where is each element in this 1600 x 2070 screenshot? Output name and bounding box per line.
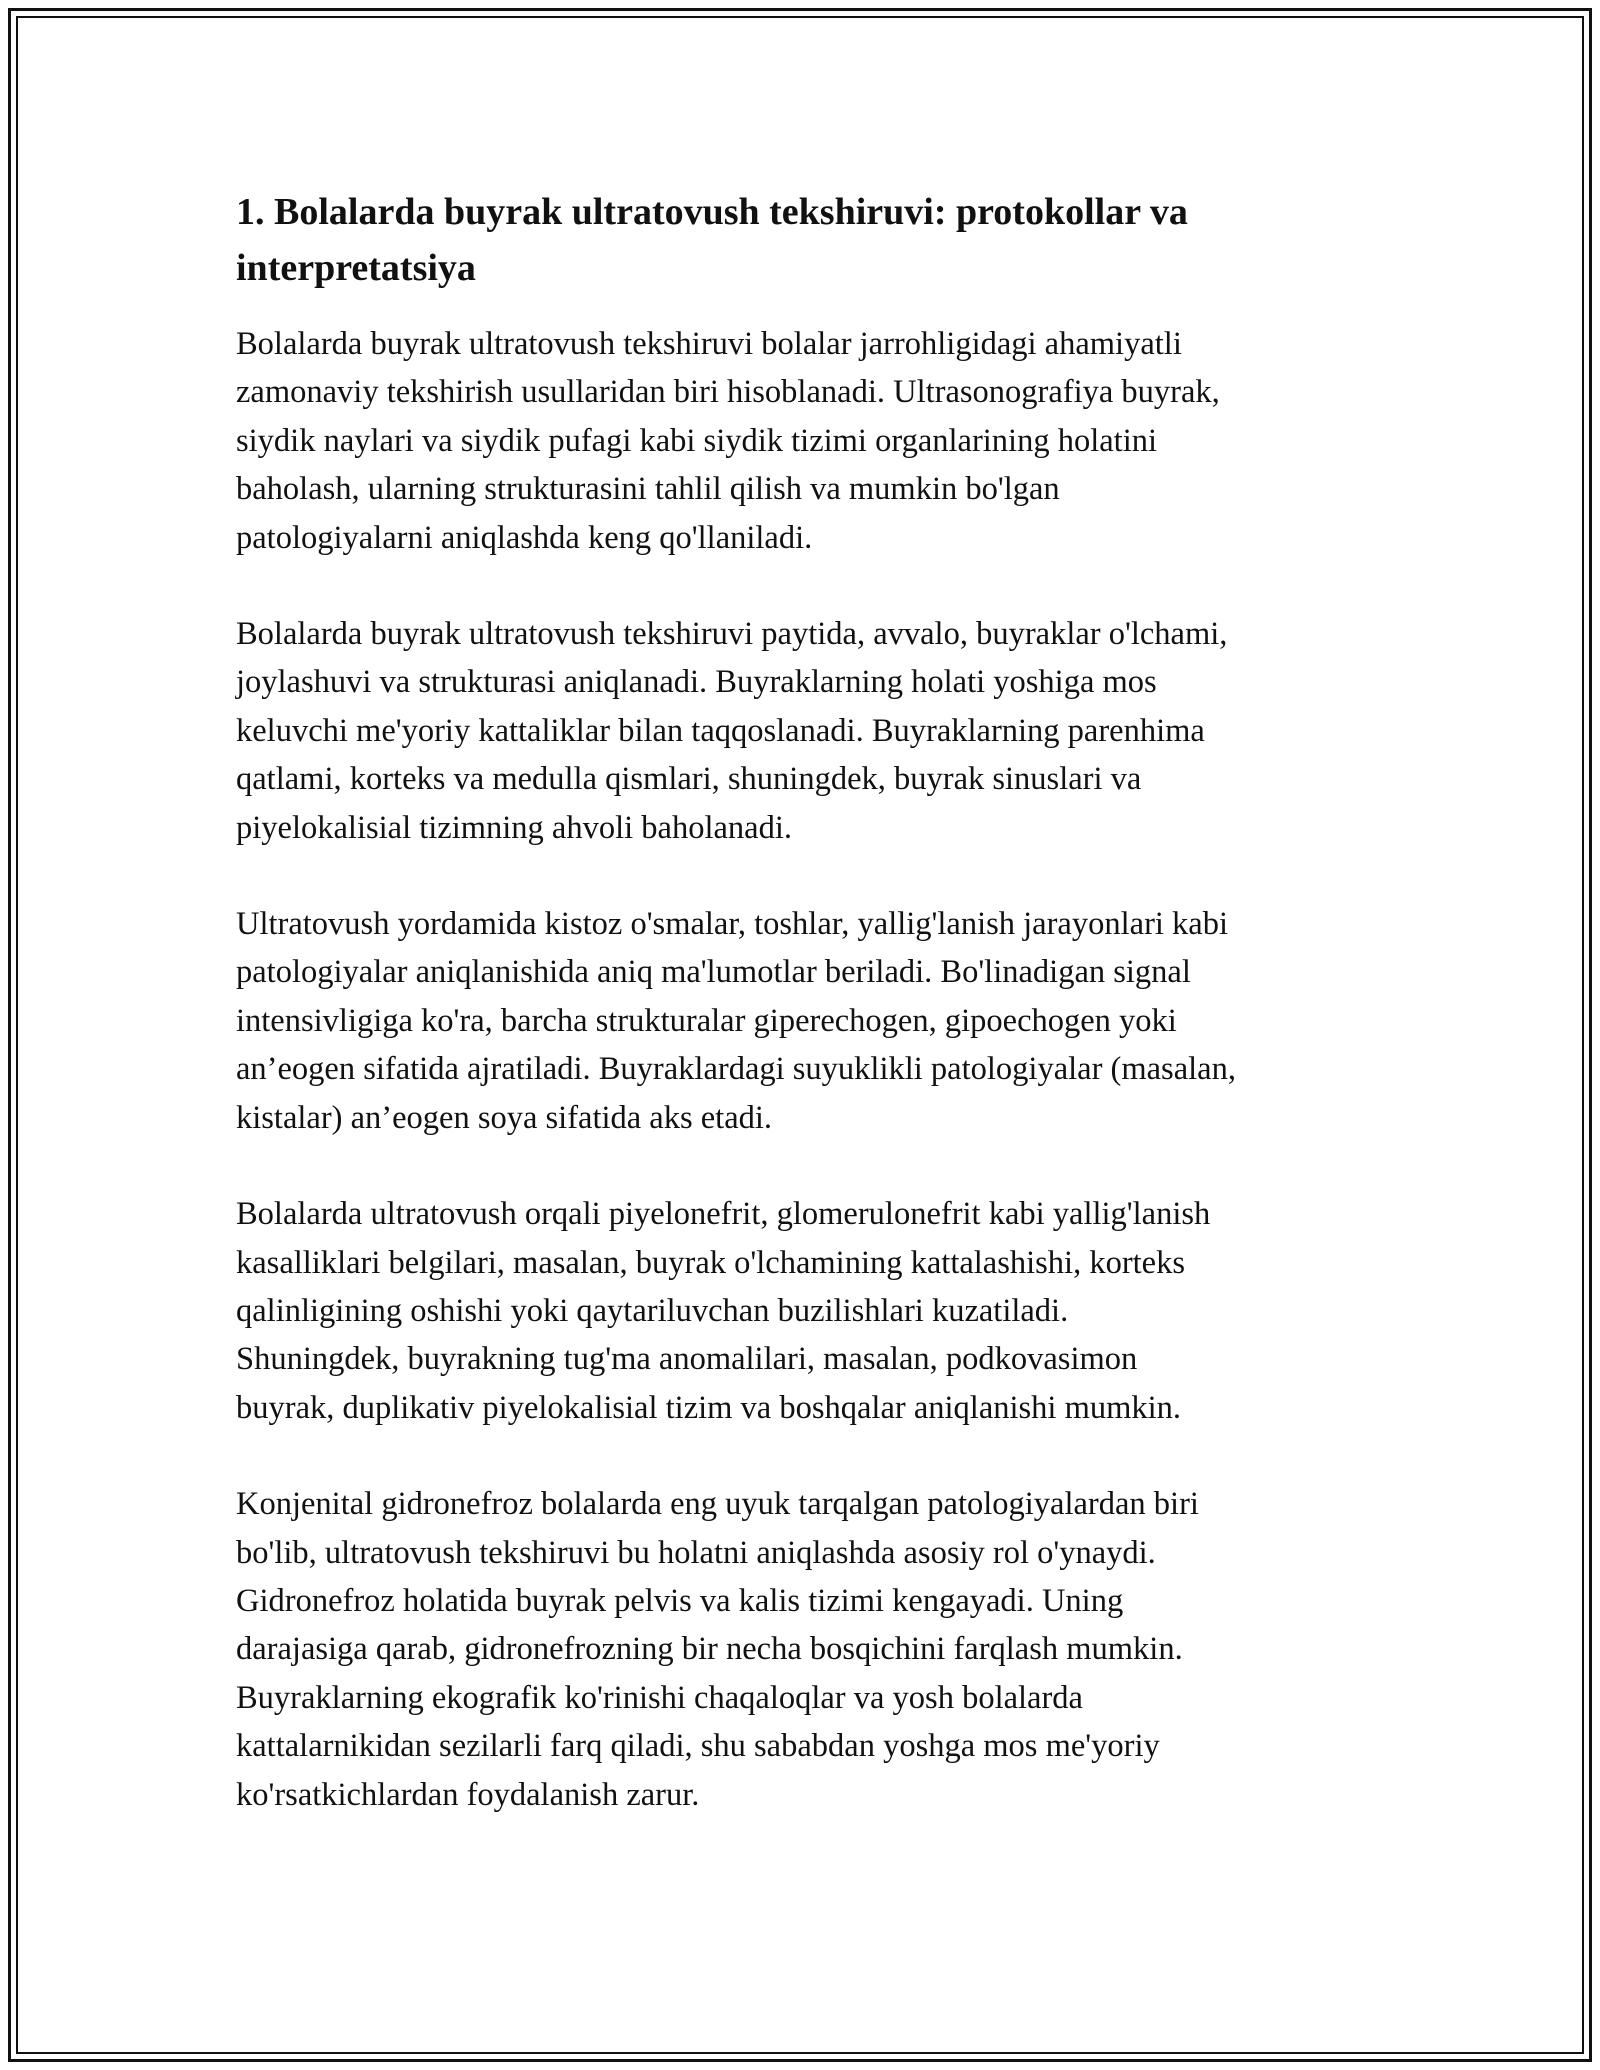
title-line: 1. Bolalarda buyrak ultratovush tekshiruvi: protokollar va (236, 191, 1188, 233)
title-line: interpretatsiya (236, 247, 476, 289)
text-line: qalinligining oshishi yoki qaytariluvchan buzilishlari kuzatiladi. (236, 1292, 1069, 1329)
text-line: an’eogen sifatida ajratiladi. Buyraklardagi suyuklikli patologiyalar (masalan, (236, 1051, 1236, 1088)
text-line: Ultratovush yordamida kistoz o'smalar, toshlar, yallig'lanish jarayonlari kabi (236, 906, 1228, 943)
document-title (236, 184, 1376, 296)
text-line: patologiyalarni aniqlashda keng qo'llaniladi. (236, 519, 813, 556)
paragraph (236, 900, 1376, 1142)
text-line: kasalliklari belgilari, masalan, buyrak o'lchamining kattalashishi, korteks (236, 1244, 1186, 1281)
text-line: qatlami, korteks va medulla qismlari, shuningdek, buyrak sinuslari va (236, 761, 1142, 798)
paragraph (236, 610, 1376, 852)
text-line: kattalarnikidan sezilarli farq qiladi, shu sababdan yoshga mos me'yoriy (236, 1728, 1160, 1765)
text-line: Gidronefroz holatida buyrak pelvis va kalis tizimi kengayadi. Uning (236, 1582, 1124, 1619)
text-line: Bolalarda ultratovush orqali piyelonefrit, glomerulonefrit kabi yallig'lanish (236, 1196, 1211, 1233)
paragraph (236, 320, 1376, 562)
text-line: ko'rsatkichlardan foydalanish zarur. (236, 1776, 700, 1813)
text-line: intensivligiga ko'ra, barcha strukturalar giperechogen, gipoechogen yoki (236, 1002, 1177, 1039)
paragraph (236, 1190, 1376, 1432)
text-line: Bolalarda buyrak ultratovush tekshiruvi bolalar jarrohligidagi ahamiyatli (236, 326, 1182, 362)
paragraph (236, 1480, 1376, 1819)
text-line: keluvchi me'yoriy kattaliklar bilan taqqoslanadi. Buyraklarning parenhima (236, 712, 1205, 749)
text-line: Konjenital gidronefroz bolalarda eng uyuk tarqalgan patologiyalardan biri (236, 1486, 1199, 1523)
text-line: zamonaviy tekshirish usullaridan biri hisoblanadi. Ultrasonografiya buyrak, (236, 374, 1220, 411)
text-line: joylashuvi va strukturasi aniqlanadi. Buyraklarning holati yoshiga mos (236, 664, 1157, 701)
text-line: baholash, ularning strukturasini tahlil qilish va mumkin bo'lgan (236, 471, 1060, 508)
text-line: darajasiga qarab, gidronefrozning bir necha bosqichini farqlash mumkin. (236, 1631, 1183, 1668)
text-line: siydik naylari va siydik pufagi kabi siydik tizimi organlarining holatini (236, 422, 1157, 459)
text-line: Buyraklarning ekografik ko'rinishi chaqaloqlar va yosh bolalarda (236, 1679, 1083, 1716)
text-line: patologiyalar aniqlanishida aniq ma'lumotlar beriladi. Bo'linadigan signal (236, 954, 1191, 991)
text-line: bo'lib, ultratovush tekshiruvi bu holatni aniqlashda asosiy rol o'ynaydi. (236, 1534, 1156, 1571)
document-body (236, 184, 1376, 1819)
text-line: buyrak, duplikativ piyelokalisial tizim va boshqalar aniqlanishi mumkin. (236, 1389, 1182, 1426)
text-line: kistalar) an’eogen soya sifatida aks etadi. (236, 1099, 773, 1136)
text-line: Shuningdek, buyrakning tug'ma anomalilari, masalan, podkovasimon (236, 1341, 1138, 1378)
text-line: Bolalarda buyrak ultratovush tekshiruvi paytida, avvalo, buyraklar o'lchami, (236, 616, 1228, 653)
text-line: piyelokalisial tizimning ahvoli baholanadi. (236, 809, 792, 846)
